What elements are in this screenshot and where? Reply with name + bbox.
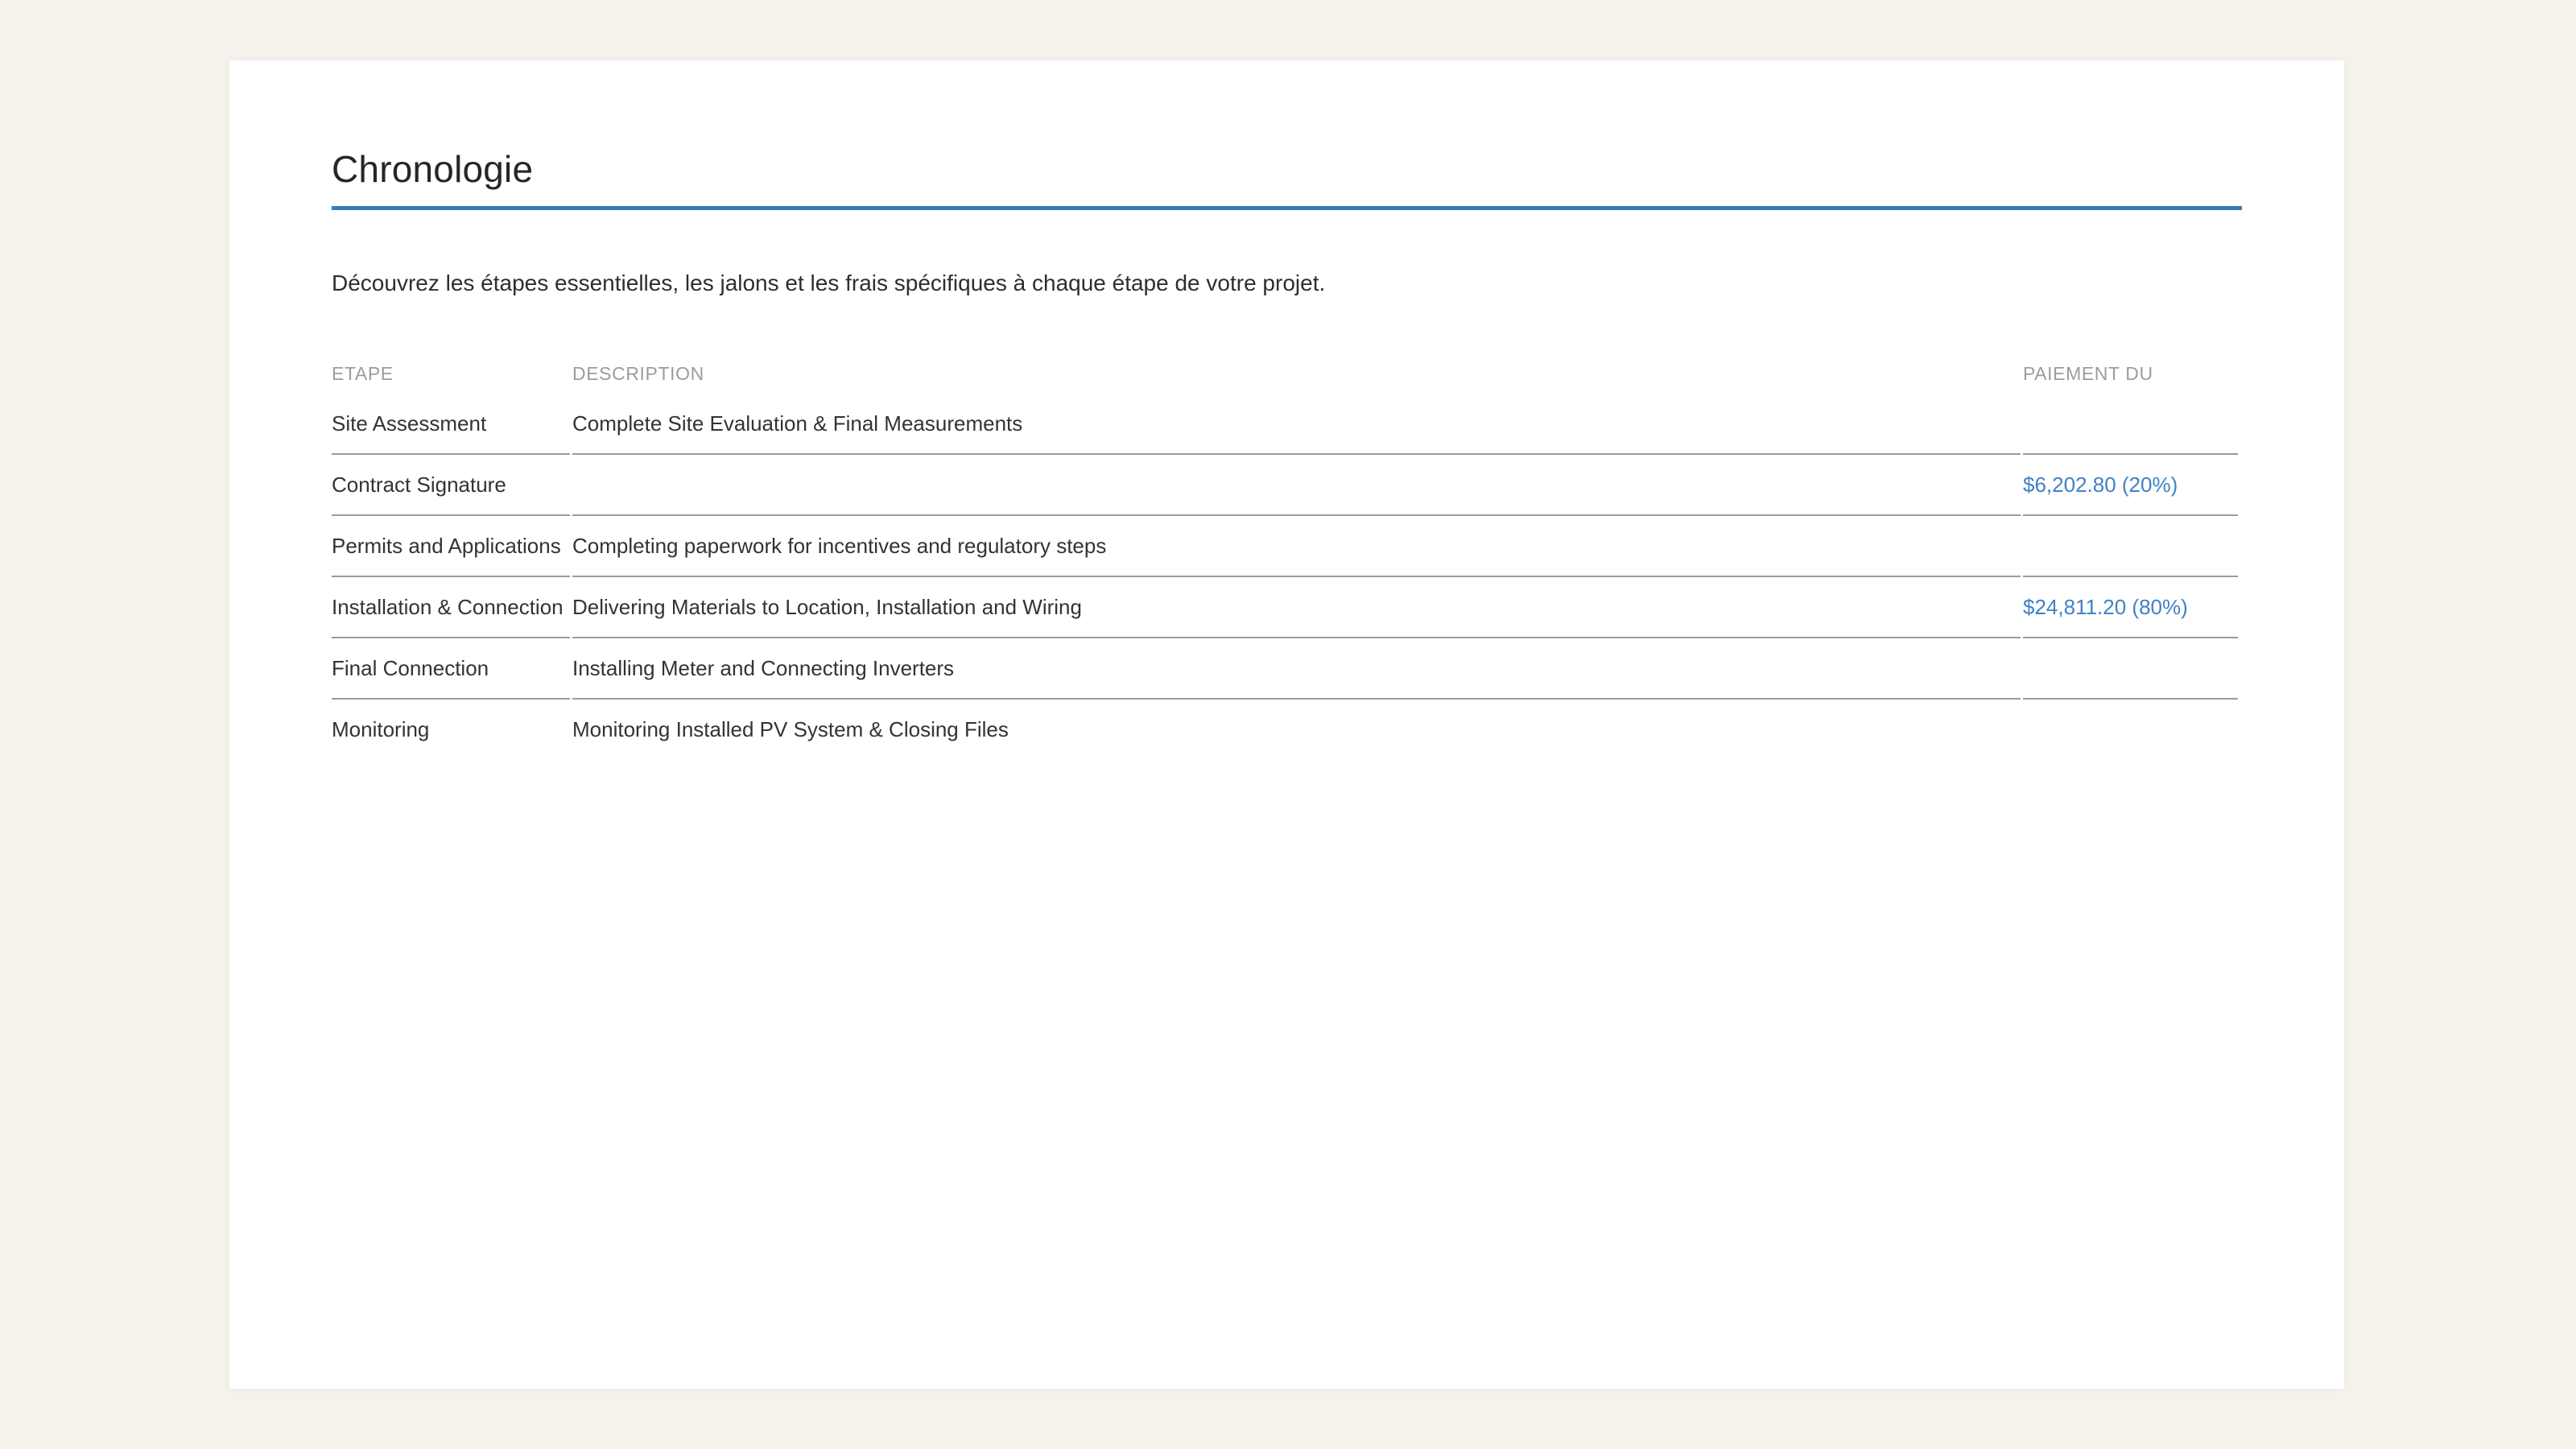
content-card	[229, 60, 2344, 1389]
table-row	[332, 700, 2238, 759]
table-row	[332, 638, 2238, 700]
title-underline	[332, 206, 2242, 210]
cell-paiement	[2023, 700, 2238, 759]
cell-etape: Site Assessment	[332, 394, 570, 455]
cell-description: Monitoring Installed PV System & Closing Files	[572, 717, 1009, 741]
table-row	[332, 516, 2238, 577]
cell-description	[572, 455, 2021, 516]
cell-paiement: $6,202.80 (20%)	[2023, 455, 2238, 516]
table-row	[332, 577, 2238, 638]
cell-paiement	[2023, 516, 2238, 577]
page-title: Chronologie	[332, 148, 534, 190]
cell-paiement: $24,811.20 (80%)	[2023, 577, 2238, 638]
page-subtitle: Découvrez les étapes essentielles, les jalons et les frais spécifiques à chaque étape de votre projet.	[332, 270, 1326, 295]
table-header-row	[332, 363, 2238, 394]
table-row	[332, 455, 2238, 516]
column-header-description: DESCRIPTION	[572, 363, 704, 384]
cell-description: Installing Meter and Connecting Inverters	[572, 638, 2021, 700]
cell-description: Completing paperwork for incentives and regulatory steps	[572, 516, 2021, 577]
table-row	[332, 394, 2238, 455]
cell-etape: Monitoring	[332, 717, 430, 741]
column-header-etape: ETAPE	[332, 363, 394, 384]
cell-description: Delivering Materials to Location, Installation and Wiring	[572, 577, 2021, 638]
timeline-table	[329, 363, 2240, 759]
cell-etape: Contract Signature	[332, 455, 570, 516]
cell-paiement	[2023, 394, 2238, 455]
cell-etape: Permits and Applications	[332, 516, 570, 577]
cell-etape: Installation & Connection	[332, 577, 570, 638]
timeline-table-body	[332, 394, 2238, 759]
column-header-paiement: PAIEMENT DU	[2023, 363, 2153, 384]
cell-etape: Final Connection	[332, 638, 570, 700]
cell-description: Complete Site Evaluation & Final Measurements	[572, 394, 2021, 455]
cell-paiement	[2023, 638, 2238, 700]
